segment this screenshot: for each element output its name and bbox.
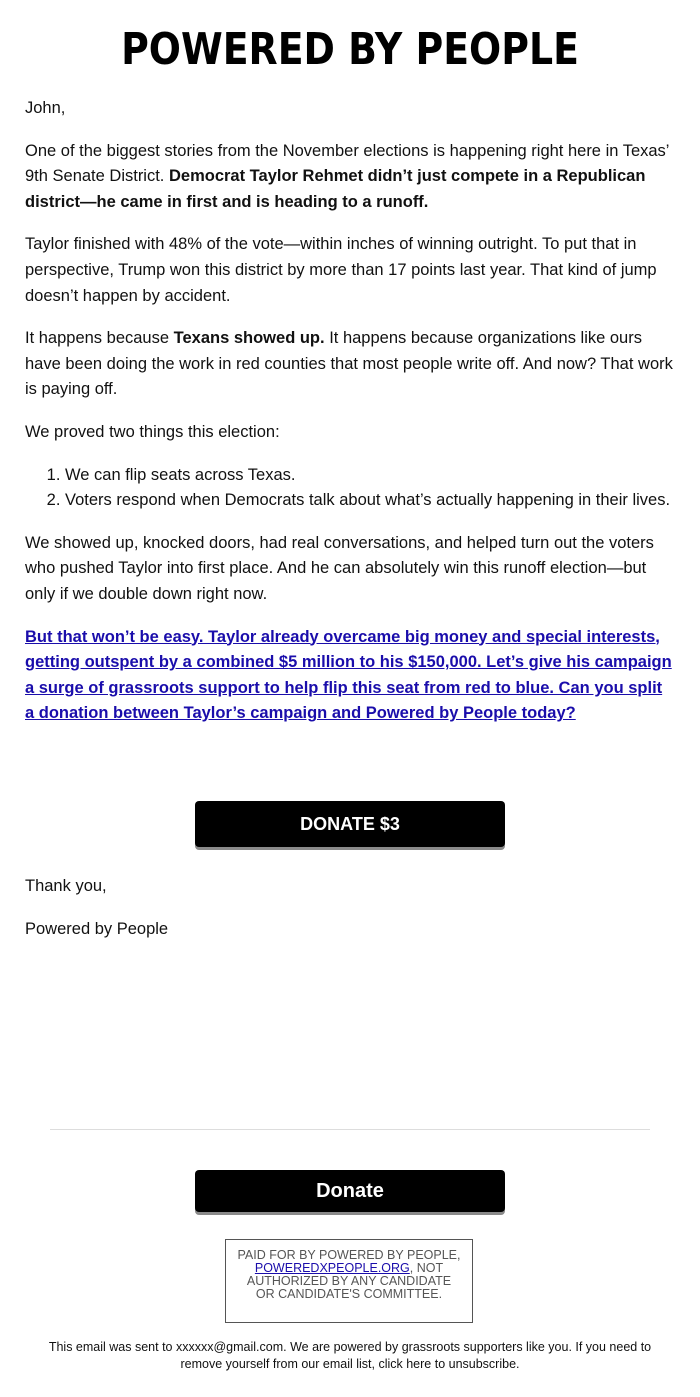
paragraph-showed-up: We showed up, knocked doors, had real conversations, and helped turn out the voters who pushed Taylor into first place. And he can absolutely win this runoff election—but only if we double down right now.	[25, 533, 654, 603]
paragraph-intro-text: One of the biggest stories from the November elections is happening right here in Texas’ 9th Senate District.	[25, 141, 669, 186]
paragraph-intro-bold: Democrat Taylor Rehmet didn’t just compete in a Republican district—he came in first and is heading to a runoff.	[25, 167, 646, 211]
closing-block	[25, 874, 675, 959]
disclaimer-post: , NOT AUTHORIZED BY ANY CANDIDATE OR CANDIDATE'S COMMITTEE.	[246, 1261, 452, 1301]
closing: Thank you,	[25, 877, 107, 895]
cta-link[interactable]: But that won’t be easy. Taylor already overcame big money and special interests, getting outspent by a combined $5 million to his $150,000. Let’s give his campaign a surge of grassroots support to help flip this seat from red to blue. Can you split a donation between Taylor’s campaign and Powered by People today?	[25, 627, 672, 723]
proof-list	[25, 463, 675, 514]
footer-divider	[50, 1129, 650, 1130]
signature: Powered by People	[25, 919, 169, 938]
paragraph-texans	[25, 326, 675, 403]
email-body	[25, 96, 675, 744]
disclaimer-pre: PAID FOR BY POWERED BY PEOPLE,	[237, 1248, 461, 1262]
paragraph-proved: We proved two things this election:	[25, 422, 280, 441]
paragraph-texans-post: It happens because organizations like ours have been doing the work in red counties that most people write off. And now? That work is paying off.	[25, 329, 673, 399]
paragraph-intro	[25, 139, 675, 216]
list-item: 2. Voters respond when Democrats talk about what’s actually happening in their lives.	[65, 488, 675, 514]
donate-3-button[interactable]: DONATE $3	[195, 801, 505, 847]
paragraph-texans-bold: Texans showed up.	[173, 329, 325, 348]
website-link[interactable]: POWEREDXPEOPLE.ORG	[254, 1261, 410, 1275]
unsubscribe-note[interactable]: This email was sent to xxxxxx@gmail.com. We are powered by grassroots supporters like you. If you need to remove yourself from our email list, click here to unsubscribe.	[48, 1340, 652, 1371]
paragraph-texans-pre: It happens because	[25, 329, 174, 348]
paragraph-results: Taylor finished with 48% of the vote—within inches of winning outright. To put that in perspective, Trump won this district by more than 17 points last year. That kind of jump doesn’t happen by accident.	[25, 235, 657, 305]
paid-for-disclaimer	[225, 1239, 473, 1323]
footer-donate-button[interactable]: Donate	[195, 1170, 505, 1212]
greeting: John,	[25, 99, 66, 117]
list-item: 1. We can flip seats across Texas.	[65, 463, 675, 489]
logo: POWERED BY PEOPLE	[121, 24, 579, 75]
cta-paragraph	[25, 625, 675, 727]
